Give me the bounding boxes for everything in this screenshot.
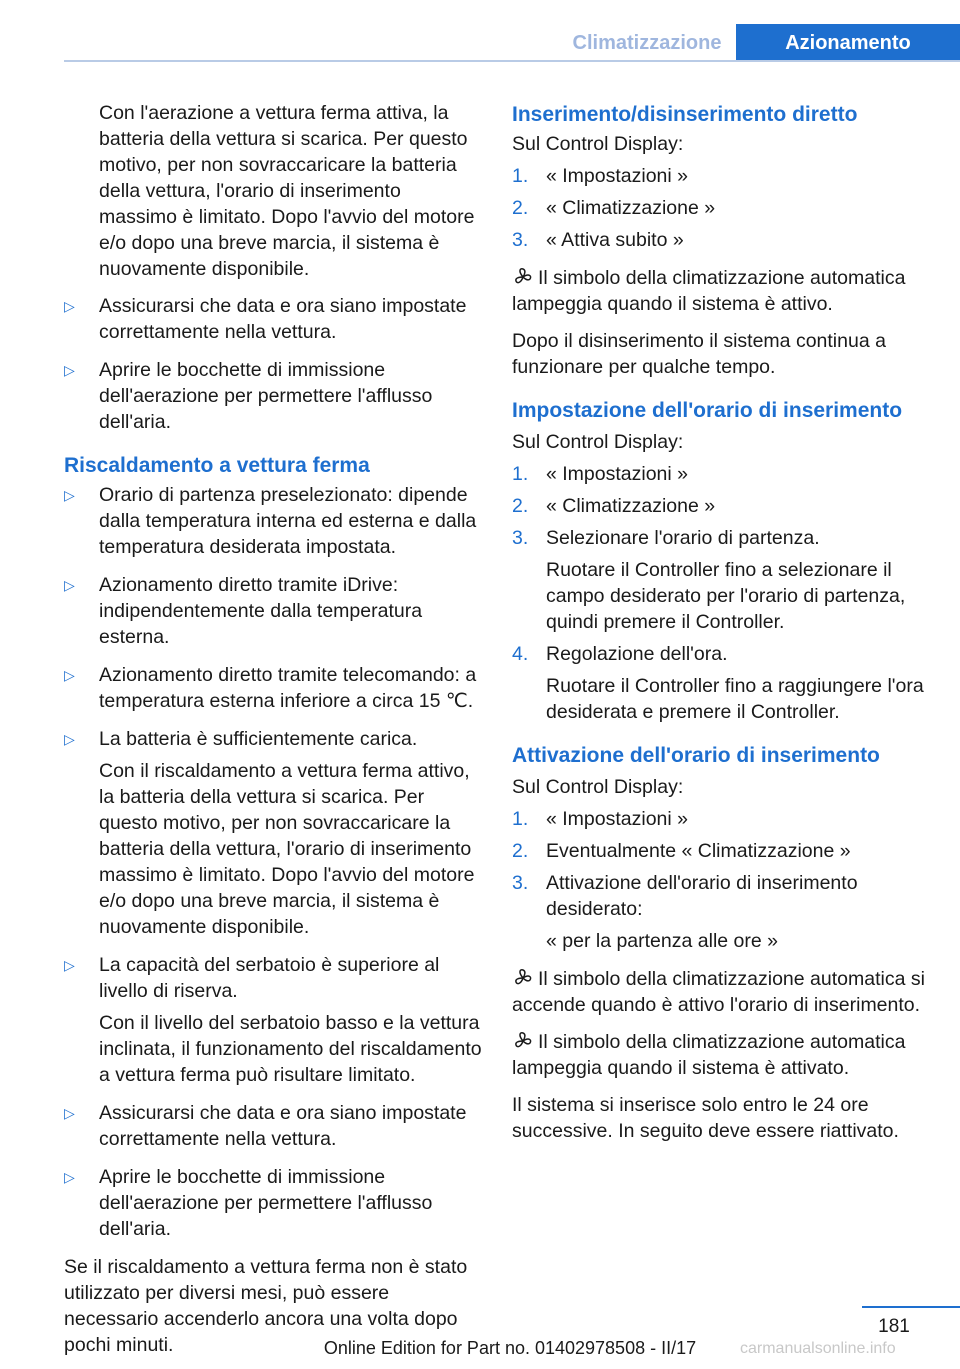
lead-text: Sul Control Display: <box>512 431 684 453</box>
triangle-bullet-icon: ▷ <box>64 667 75 683</box>
note-on: Il simbolo della climatizzazione automatica si accende quando è attivo l'orario di inserimento. <box>512 968 925 1016</box>
triangle-bullet-icon: ▷ <box>64 487 75 503</box>
list-item: 4. Regolazione dell'ora. Ruotare il Controller fino a raggiungere l'ora desiderata e premere il Controller. <box>512 643 924 723</box>
triangle-bullet-icon: ▷ <box>64 1105 75 1121</box>
list-item: ▷ La batteria è sufficientemente carica. Con il riscaldamento a vettura ferma attivo, la batteria della vettura si scarica. Per questo motivo, per non sovraccaricare la batteria della vettura, l'orario di inserimento massimo è limitato. Dopo l'avvio del motore e/o dopo una breve marcia, il sistema è nuovamente disponibile. <box>64 728 475 938</box>
air-conditioning-icon <box>512 267 534 287</box>
conditions-list <box>64 482 482 1242</box>
list-item: 3. « Attiva subito » <box>512 229 684 251</box>
intro-paragraph: Con l'aerazione a vettura ferma attiva, la batteria della vettura si scarica. Per questo motivo, per non sovraccaricare la batteria della vettura, l'orario di inserimento massimo è limitato. Dopo l'avvio del motore e/o dopo una breve marcia, il sistema è nuovamente disponibile. <box>99 102 475 280</box>
note-blink: Il simbolo della climatizzazione automatica lampeggia quando il sistema è attivo. <box>512 267 906 315</box>
footer-rule <box>862 1306 960 1308</box>
note-after-off: Dopo il disinserimento il sistema continua a funzionare per qualche tempo. <box>512 330 886 378</box>
list-item: 1. « Impostazioni » <box>512 808 688 830</box>
list-item: ▷ Azionamento diretto tramite iDrive: indipendentemente dalla temperatura esterna. <box>64 574 423 648</box>
list-item: 3. Attivazione dell'orario di inserimento desiderato: « per la partenza alle ore » <box>512 872 858 952</box>
triangle-bullet-icon: ▷ <box>64 362 75 378</box>
closing-paragraph: Se il riscaldamento a vettura ferma non è stato utilizzato per diversi mesi, può essere necessario accenderlo ancora una volta dopo pochi minuti. <box>64 1256 468 1356</box>
note-24h: Il sistema si inserisce solo entro le 24 ore successive. In seguito deve essere riattivato. <box>512 1094 899 1142</box>
lead-text: Sul Control Display: <box>512 776 684 798</box>
section-heading-direct: Inserimento/disinserimento diretto <box>512 103 858 126</box>
header-section-label: Climatizzazione <box>572 32 722 54</box>
list-item: ▷ Azionamento diretto tramite telecomando: a temperatura esterna inferiore a circa 15 ℃. <box>64 664 477 712</box>
steps-set-time <box>512 461 932 725</box>
left-column <box>64 100 482 1369</box>
triangle-bullet-icon: ▷ <box>64 731 75 747</box>
list-item: 2. « Climatizzazione » <box>512 197 716 219</box>
air-conditioning-icon <box>512 1031 534 1051</box>
list-item: 3. Selezionare l'orario di partenza. Ruotare il Controller fino a selezionare il campo desiderato per l'orario di partenza, quindi premere il Controller. <box>512 527 906 633</box>
list-item: ▷ Aprire le bocchette di immissione dell'aerazione per permettere l'afflusso dell'aria. <box>64 1166 433 1240</box>
right-column <box>512 100 932 1155</box>
list-item: ▷ Aprire le bocchette di immissione dell'aerazione per permettere l'afflusso dell'aria. <box>64 359 433 433</box>
triangle-bullet-icon: ▷ <box>64 1169 75 1185</box>
steps-direct <box>512 163 932 253</box>
top-bullet-list <box>64 293 482 435</box>
list-item: 2. Eventualmente « Climatizzazione » <box>512 840 851 862</box>
list-item: ▷ La capacità del serbatoio è superiore al livello di riserva. Con il livello del serbatoio basso e la vettura inclinata, il funzionamento del riscaldamento a vettura ferma può risultare limitato. <box>64 954 482 1086</box>
header-rule <box>64 60 960 62</box>
list-item: ▷ Assicurarsi che data e ora siano impostate correttamente nella vettura. <box>64 295 467 343</box>
edition-footer: Online Edition for Part no. 01402978508 - II/17 <box>323 1338 697 1358</box>
steps-activate-time <box>512 806 932 954</box>
list-item: ▷ Assicurarsi che data e ora siano impostate correttamente nella vettura. <box>64 1102 467 1150</box>
list-item: ▷ Orario di partenza preselezionato: dipende dalla temperatura interna ed esterna e dalla temperatura desiderata impostata. <box>64 484 477 558</box>
section-heading-parking-heater: Riscaldamento a vettura ferma <box>64 454 370 477</box>
triangle-bullet-icon: ▷ <box>64 577 75 593</box>
lead-text: Sul Control Display: <box>512 133 684 155</box>
page-number: 181 <box>878 1316 910 1337</box>
triangle-bullet-icon: ▷ <box>64 298 75 314</box>
note-blink-activated: Il simbolo della climatizzazione automatica lampeggia quando il sistema è attivato. <box>512 1031 906 1079</box>
list-item: 2. « Climatizzazione » <box>512 495 716 517</box>
header-chapter-tab: Azionamento <box>736 24 960 62</box>
section-heading-activate-time: Attivazione dell'orario di inserimento <box>512 744 880 767</box>
section-heading-set-time: Impostazione dell'orario di inserimento <box>512 399 903 422</box>
air-conditioning-icon <box>512 968 534 988</box>
list-item: 1. « Impostazioni » <box>512 463 688 485</box>
list-item: 1. « Impostazioni » <box>512 165 688 187</box>
triangle-bullet-icon: ▷ <box>64 957 75 973</box>
watermark: carmanualsonline.info <box>740 1340 896 1357</box>
